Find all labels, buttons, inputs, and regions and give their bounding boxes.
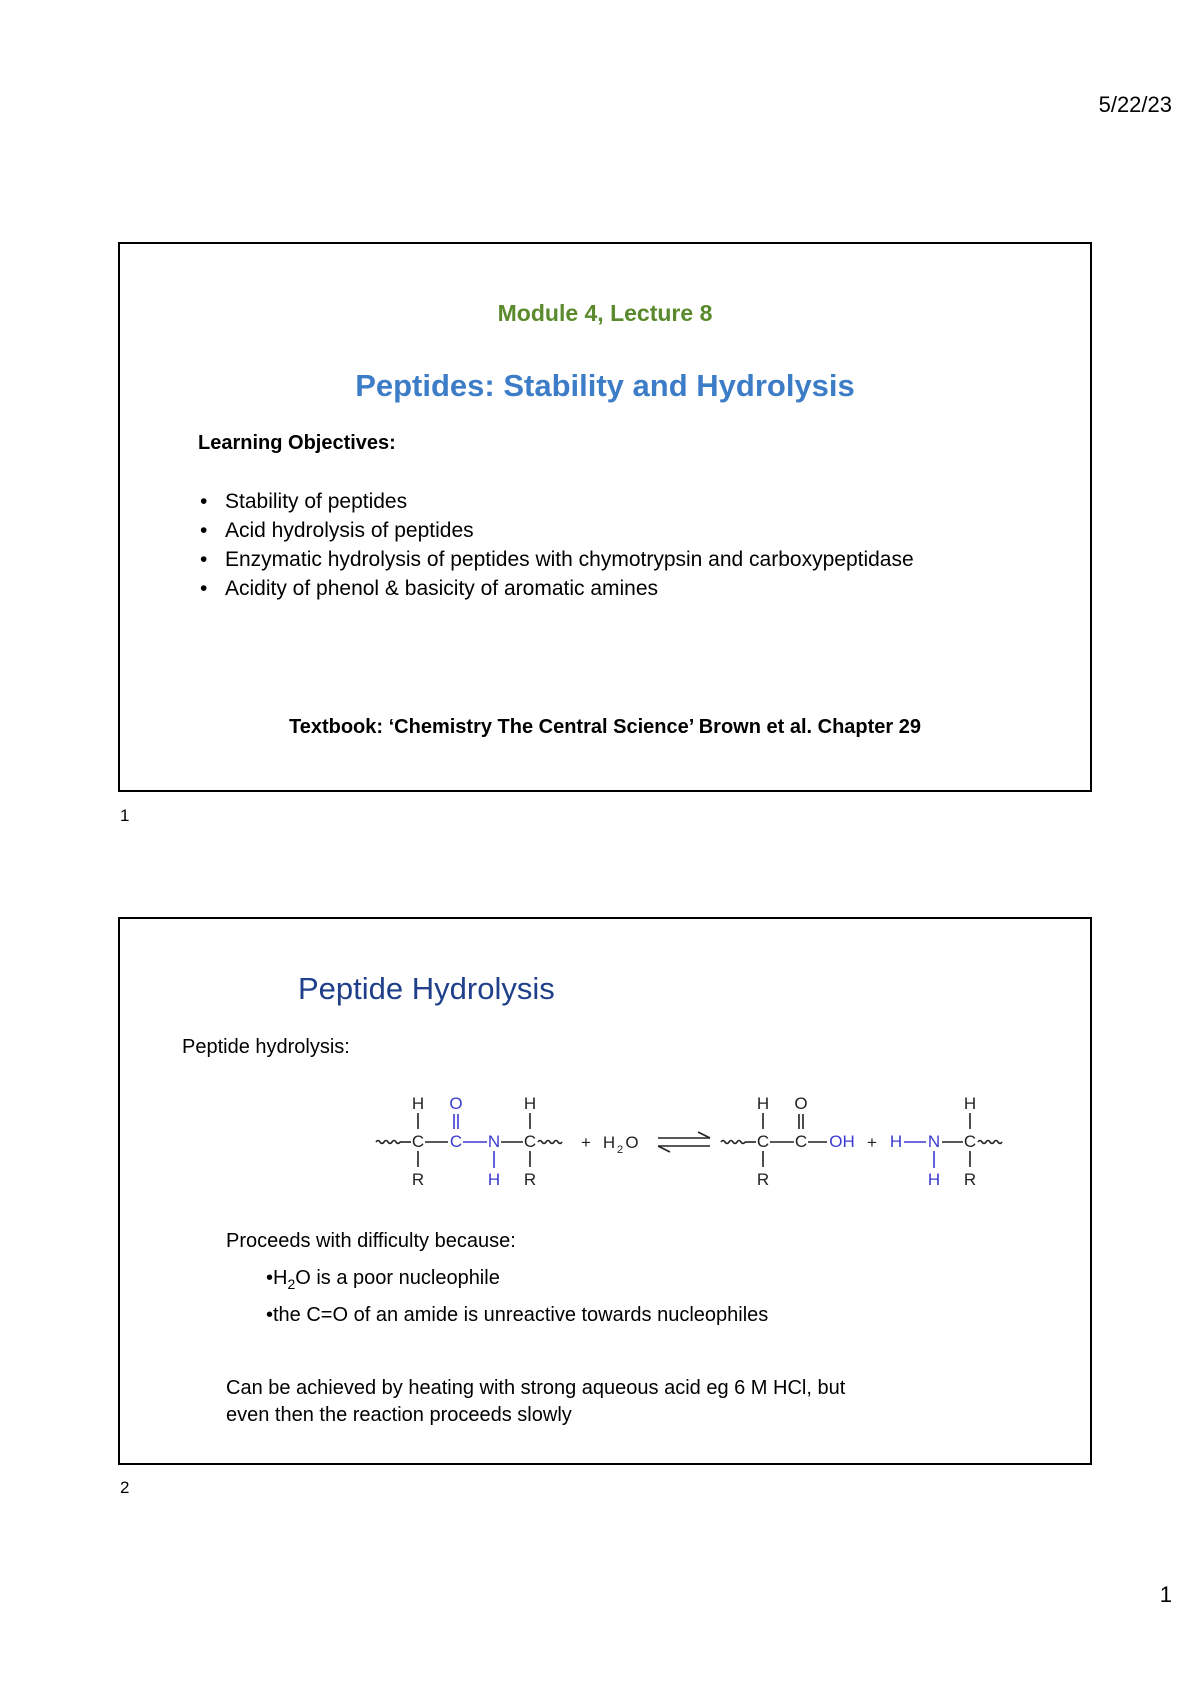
wavy-bond-left <box>721 1141 745 1144</box>
atom-c: C <box>411 1132 425 1151</box>
plus-sign: + <box>867 1133 877 1152</box>
module-label: Module 4, Lecture 8 <box>497 300 713 326</box>
water-subscript: 2 <box>616 1144 624 1156</box>
reason-1-subscript: 2 <box>287 1276 296 1292</box>
objectives-list <box>198 487 914 603</box>
atom-n: N <box>927 1132 941 1151</box>
atom-r: R <box>411 1170 425 1189</box>
atom-h: H <box>927 1170 941 1189</box>
atom-oh: OH <box>829 1132 855 1151</box>
acid-note-line-1: Can be achieved by heating with strong aqueous acid eg 6 M HCl, but <box>226 1377 846 1399</box>
slide-number-1: 1 <box>120 806 130 825</box>
wavy-bond-left <box>376 1141 400 1144</box>
slide-2-title: Peptide Hydrolysis <box>298 971 555 1006</box>
atom-n: N <box>487 1132 501 1151</box>
atom-c: C <box>794 1132 808 1151</box>
date: 5/22/23 <box>1098 92 1172 117</box>
page-number: 1 <box>1159 1582 1172 1607</box>
reason-1-prefix: •H <box>266 1267 288 1289</box>
atom-h: H <box>487 1170 501 1189</box>
atom-c: C <box>449 1132 463 1151</box>
atom-r: R <box>963 1170 977 1189</box>
atom-o: O <box>794 1094 808 1113</box>
wavy-bond-right <box>978 1141 1002 1144</box>
atom-h: H <box>756 1094 770 1113</box>
textbook-reference: Textbook: ‘Chemistry The Central Science’ Brown et al. Chapter 29 <box>288 716 922 738</box>
atom-h: H <box>963 1094 977 1113</box>
slide-1 <box>118 242 1092 792</box>
acid-hydrolysis-note <box>226 1375 946 1429</box>
difficulty-heading: Proceeds with difficulty because: <box>226 1230 516 1252</box>
atom-h: H <box>411 1094 425 1113</box>
reason-poor-nucleophile <box>266 1267 500 1292</box>
objective-item: • Stability of peptides <box>198 487 914 516</box>
slide-number-2: 2 <box>120 1478 130 1497</box>
atom-r: R <box>756 1170 770 1189</box>
atom-c: C <box>523 1132 537 1151</box>
objectives-heading: Learning Objectives: <box>198 432 396 454</box>
plus-sign: + <box>581 1133 591 1152</box>
equilibrium-arrow-reverse-head <box>658 1146 670 1152</box>
atom-r: R <box>523 1170 537 1189</box>
hydrolysis-reaction-diagram <box>258 1089 1018 1199</box>
acid-note-line-2: even then the reaction proceeds slowly <box>226 1404 572 1426</box>
water-h: H <box>602 1133 616 1152</box>
atom-c: C <box>756 1132 770 1151</box>
atom-h: H <box>889 1132 903 1151</box>
objective-item: • Acidity of phenol & basicity of aromatic amines <box>198 574 914 603</box>
atom-c: C <box>963 1132 977 1151</box>
reason-unreactive-amide: •the C=O of an amide is unreactive towards nucleophiles <box>266 1304 769 1326</box>
peptide-hydrolysis-label: Peptide hydrolysis: <box>182 1036 350 1058</box>
atom-o: O <box>449 1094 463 1113</box>
objective-item: • Acid hydrolysis of peptides <box>198 516 914 545</box>
atom-h: H <box>523 1094 537 1113</box>
wavy-bond-right <box>538 1141 562 1144</box>
reason-1-suffix: O is a poor nucleophile <box>295 1267 500 1289</box>
water-o: O <box>625 1133 639 1152</box>
objective-item: • Enzymatic hydrolysis of peptides with chymotrypsin and carboxypeptidase <box>198 545 914 574</box>
equilibrium-arrow-forward-head <box>698 1132 710 1138</box>
slide-1-title: Peptides: Stability and Hydrolysis <box>355 368 855 403</box>
slide-2 <box>118 917 1092 1465</box>
